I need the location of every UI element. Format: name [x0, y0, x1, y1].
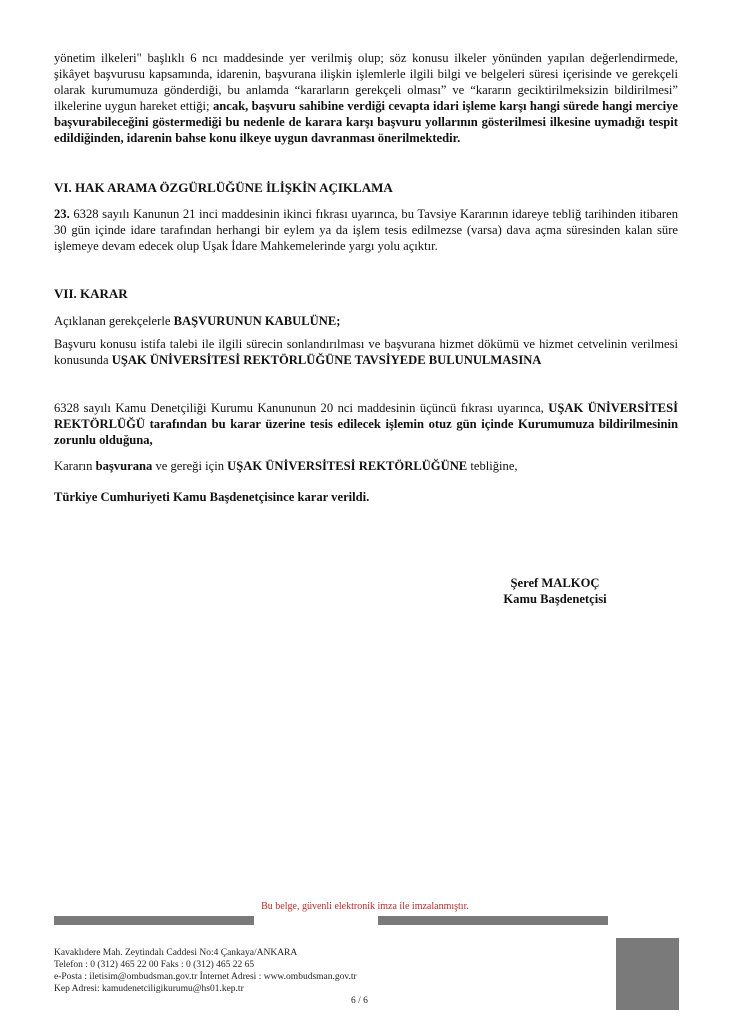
paragraph-notification-text: 6328 sayılı Kamu Denetçiliği Kurumu Kanununun 20 nci maddesinin üçüncü fıkrası uyarınca,	[54, 401, 549, 415]
paragraph-evaluation	[54, 50, 678, 146]
paragraph-number: 23.	[54, 207, 70, 221]
paragraph-serve-bold-d: UŞAK ÜNİVERSİTESİ REKTÖRLÜĞÜNE	[227, 459, 468, 473]
qr-code-placeholder	[616, 938, 679, 1010]
signature-title: Kamu Başdenetçisi	[503, 592, 607, 606]
paragraph-23	[54, 206, 678, 254]
footer-divider-left	[54, 916, 254, 925]
footer-divider-right	[378, 916, 608, 925]
paragraph-notification-bold: UŞAK ÜNİVERSİTESİ REKTÖRLÜĞÜ tarafından bu karar üzerine tesis edilecek işlemin otuz gün içinde Kurumumuza bildirilmesinin zorunlu olduğuna,	[54, 401, 678, 447]
paragraph-recommendation-bold: UŞAK ÜNİVERSİTESİ REKTÖRLÜĞÜNE TAVSİYEDE BULUNULMASINA	[111, 353, 542, 367]
footer-email: e-Posta : iletisim@ombudsman.gov.tr İnternet Adresi : www.ombudsman.gov.tr	[54, 972, 357, 982]
esign-note: Bu belge, güvenli elektronik imza ile imzalanmıştır.	[261, 901, 469, 912]
paragraph-decision	[54, 489, 678, 505]
footer-contact	[54, 947, 357, 995]
footer-phone: Telefon : 0 (312) 465 22 00 Faks : 0 (312) 465 22 65	[54, 960, 255, 970]
paragraph-serve-text-a: Kararın	[54, 459, 96, 473]
paragraph-serve-text-c: ve gereği için	[152, 459, 228, 473]
signature-name: Şeref MALKOÇ	[510, 576, 600, 590]
paragraph-acceptance-bold: BAŞVURUNUN KABULÜNE;	[173, 314, 341, 328]
paragraph-recommendation-text: Başvuru konusu istifa talebi ile ilgili sürecin sonlandırılması ve başvurana hizmet dökümü ve hizmet cetvelinin verilmesi konusunda	[54, 337, 678, 367]
paragraph-serve-text-e: tebliğine,	[467, 459, 518, 473]
section-heading-7: VII. KARAR	[54, 286, 128, 301]
paragraph-notification	[54, 400, 678, 448]
paragraph-acceptance-text: Açıklanan gerekçelerle	[54, 314, 174, 328]
page-number: 6 / 6	[351, 996, 368, 1006]
footer-address: Kavaklıdere Mah. Zeytindalı Caddesi No:4 Çankaya/ANKARA	[54, 948, 298, 958]
paragraph-acceptance	[54, 313, 678, 329]
paragraph-evaluation-bold: ancak, başvuru sahibine verdiği cevapta idari işleme karşı hangi sürede hangi merciye başvurabileceğini göstermediği bu nedenle de karara karşı başvuru yollarının gösterilmesi ilkesine uymadığı tespit edildiğinden, idarenin bahse konu ilkeye uygun davranması önerilmektedir.	[54, 99, 679, 145]
paragraph-23-text: 6328 sayılı Kanunun 21 inci maddesinin ikinci fıkrası uyarınca, bu Tavsiye Kararının idareye tebliğ tarihinden itibaren 30 gün içinde idare tarafından herhangi bir eylem ya da işlem tesis edilmezse (varsa) dava açma süresinden kalan süre işlemeye devam edecek olup Uşak İdare Mahkemelerinde yargı yolu açıktır.	[54, 207, 678, 253]
section-heading-6: VI. HAK ARAMA ÖZGÜRLÜĞÜNE İLİŞKİN AÇIKLAMA	[54, 180, 393, 195]
footer-kep: Kep Adresi: kamudenetciligikurumu@hs01.kep.tr	[54, 984, 244, 994]
paragraph-serve-bold-b: başvurana	[95, 459, 153, 473]
paragraph-recommendation	[54, 336, 678, 368]
paragraph-serve	[54, 458, 678, 474]
paragraph-decision-bold: Türkiye Cumhuriyeti Kamu Başdenetçisince karar verildi.	[54, 490, 370, 504]
paragraph-evaluation-text: yönetim ilkeleri" başlıklı 6 ncı maddesinde yer verilmiş olup; söz konusu ilkeler yönünden yapılan değerlendirmede, şikâyet başvurusu kapsamında, idarenin, başvurana ilişkin işlemlerle ilgili bilgi ve belgeleri süresi içerisinde ve gerekçeli olarak kurumumuza gönderdiği, bu anlamda “kararların gerekçeli olması” ve “kararın geciktirilmeksizin bildirilmesi” ilkelerine uygun hareket ettiği;	[54, 51, 678, 113]
